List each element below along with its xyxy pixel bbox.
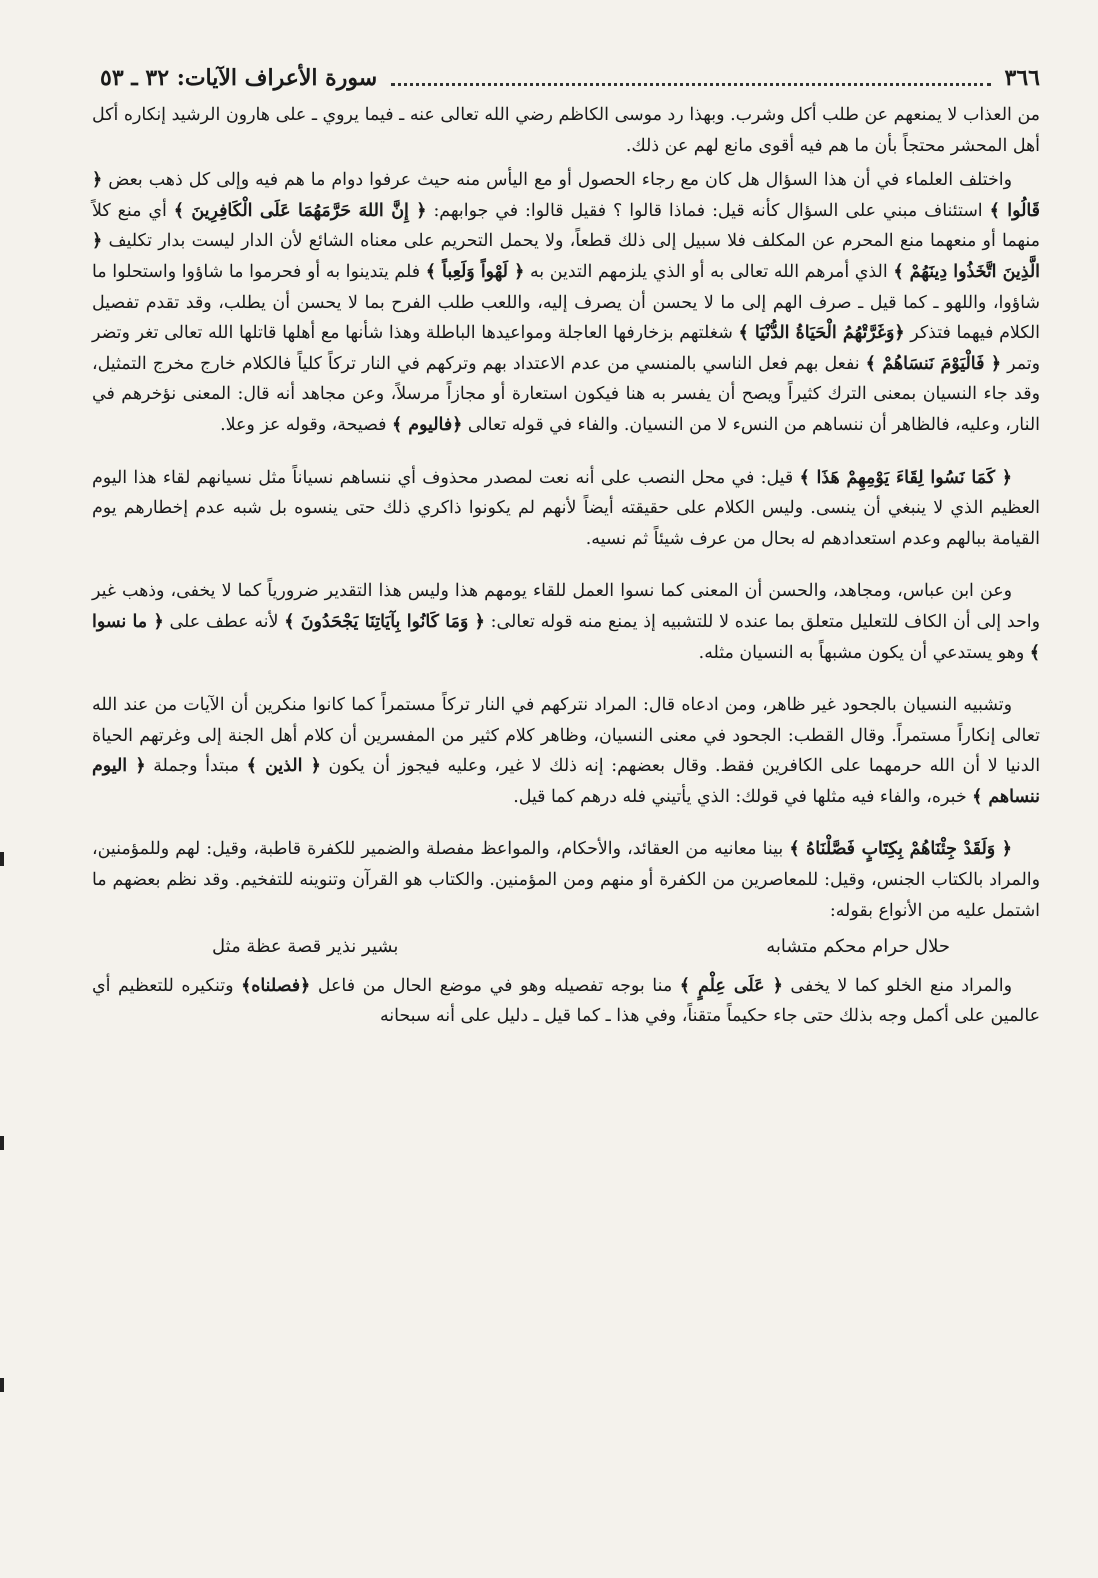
text-run: شغلتهم بزخارفها العاجلة ومواعيدها الباطلة وهذا شأنها مع أهلها قاتلها الله تعالى تغر وتضر وتمر [92,323,1040,374]
text-run: نفعل بهم فعل الناسي بالمنسي من عدم الاعتداد بهم وتركهم في النار تركاً كلياً فالكلام خارج مخرج التمثيل، وقد جاء النسيان بمعنى الترك كثيراً ويصح أن يفسر به هنا فيكون استعارة أو مجازاً مرسلاً، وعن مجاهد أنه قال: المعنى نؤخرهم في النار، وعليه، فالظاهر أن ننساهم من النسء لا من النسيان. والفاء في قوله تعالى [92,353,1040,435]
poem-verse [92,926,1040,971]
edge-mark [0,1136,4,1150]
quran-quote: ﴿ الذين ﴾ [246,756,321,777]
quran-quote: ﴿ ما نسوا ﴾ [92,611,1040,663]
quran-quote: ﴿ الَّذِينَ اتَّخَذُوا دِينَهُمْ ﴾ [92,231,1040,282]
text-run: وعن ابن عباس، ومجاهد، والحسن أن المعنى كما نسوا العمل للقاء يومهم هذا وليس هذا التقدير ضرورياً كما لا يخفى، وذهب غير واحد إلى أن الكاف للتعليل متعلق بما عنده لا للتشبيه إذ يمنع منه قوله تعالى: [92,581,1040,632]
quran-quote: ﴿ فَالْيَوْمَ نَنسَاهُمْ ﴾ [865,353,1002,374]
paragraph [92,834,1040,926]
quran-quote: ﴿ لَهْواً وَلَعِباً ﴾ [425,261,525,282]
paragraph [92,971,1040,1032]
quran-quote: ﴿ وَلَقَدْ جِئْنَاهُمْ بِكِتَابٍ فَصَّلْنَاهُ ﴾ [789,839,1012,860]
text-run: استئناف مبني على السؤال كأنه قيل: فماذا قالوا ؟ فقيل قالوا: في جوابهم: [426,200,990,221]
edge-mark [0,1378,4,1392]
text-run: خبره، والفاء فيه مثلها في قولك: الذي يأتيني فله درهم كما قيل. [513,786,973,807]
quran-quote: ﴿فاليوم ﴾ [392,414,463,435]
page-header [100,58,1040,98]
poem-hemistich-right: حلال حرام محكم متشابه [766,936,950,958]
text-run: الذي أمرهم الله تعالى به أو الذي يلزمهم التدين به [524,261,894,282]
text-run: فلم يتدينوا به أو فحرموا ما شاؤوا واستحلوا ما شاؤوا، واللهو ـ كما قيل ـ صرف الهم إلى ما لا يحسن أن يصرف إليه، واللعب طلب الفرح بما لا يحسن أن يطلب، وقد تقدم تفصيل الكلام فيهما فتذكر [92,261,1040,344]
text-run: أي منع كلاً منهما أو منعهما منع المحرم عن المكلف فلا سبيل إلى ذلك قطعاً، ولا يحمل التحريم على معناه الشائع لأن الدار ليست بدار تكليف [92,200,1040,252]
edge-mark [0,852,4,866]
quran-quote: ﴿فصلناه﴾ [241,975,311,996]
text-run: وتنكيره للتعظيم أي عالمين على أكمل وجه بذلك حتى جاء حكيماً متقناً، وفي هذا ـ كما قيل ـ دليل على أنه سبحانه [92,975,1040,1027]
text-run: مبتدأ وجملة [145,756,247,777]
paragraph [92,100,1040,161]
paragraph [92,576,1040,668]
quran-quote: ﴿ عَلَى عِلْمٍ ﴾ [679,975,783,996]
quran-quote: ﴿ اليوم ننساهم ﴾ [92,756,1040,807]
text-run: فصيحة، وقوله عز وعلا. [220,414,393,435]
page-body [92,100,1040,1032]
text-run: والمراد منع الخلو كما لا يخفى [782,975,1012,996]
text-run: قيل: في محل النصب على أنه نعت لمصدر محذوف أي ننساهم نسياناً مثل نسيانهم لقاء هذا اليوم العظيم الذي لا ينبغي أن ينسى. وليس الكلام على حقيقته أيضاً لأنهم لم يكونوا ذاكري ذلك حتى ينسوه بل شبه عدم إخطارهم يوم القيامة ببالهم وعدم استعدادهم له بحال من عرف شيئاً ثم نسيه. [92,467,1040,549]
text-run: من العذاب لا يمنعهم عن طلب أكل وشرب. وبهذا رد موسى الكاظم رضي الله تعالى عنه ـ فيما يروي ـ على هارون الرشيد إنكاره أكل أهل المحشر محتجاً بأن ما هم فيه أقوى مانع لهم عن ذلك. [92,105,1040,156]
text-run: واختلف العلماء في أن هذا السؤال هل كان مع رجاء الحصول أو مع اليأس منه حيث عرفوا دوام ما هم فيه وإلى كل ذهب بعض [102,170,1012,191]
paragraph [92,690,1040,812]
quran-quote: ﴿ كَمَا نَسُوا لِقَاءَ يَوْمِهِمْ هَذَا ﴾ [799,467,1012,488]
paragraph [92,463,1040,555]
quran-quote: ﴿ قَالُوا ﴾ [92,170,1040,221]
header-dotted-rule [391,83,990,86]
paragraph [92,165,1040,440]
text-run: وهو يستدعي أن يكون مشبهاً به النسيان مثله. [698,642,1030,663]
page-title: سورة الأعراف الآيات: ٣٢ ـ ٥٣ [100,65,378,91]
text-run: لأنه عطف على [163,611,285,632]
text-run: منا بوجه تفصيله وهو في موضع الحال من فاعل [310,975,680,996]
quran-quote: ﴿ وَمَا كَانُوا بِآيَاتِنَا يَجْحَدُونَ ﴾ [284,611,485,632]
poem-hemistich-left: بشير نذير قصة عظة مثل [212,936,399,958]
quran-quote: ﴿ إِنَّ اللهَ حَرَّمَهُمَا عَلَى الْكَافِرِينَ ﴾ [173,200,427,221]
text-run: وتشبيه النسيان بالجحود غير ظاهر، ومن ادعاه قال: المراد نتركهم في النار تركاً مستمراً كما كانوا منكرين أن الآيات من عند الله تعالى إنكاراً مستمراً. وقال القطب: الجحود في معنى النسيان، وظاهر كلام كثير من المفسرين أن كلام أهل الجنة إلى وغرتهم الحياة الدنيا لا أن الله حرمهما على الكافرين فقط. وقال بعضهم: إنه ذلك لا غير، وعليه فيجوز أن يكون [92,695,1041,777]
text-run: بينا معانيه من العقائد، والأحكام، والمواعظ مفصلة والضمير للكفرة قاطبة، وقيل: لهم وللمؤمنين، والمراد بالكتاب الجنس، وقيل: للمعاصرين من الكفرة أو منهم ومن المؤمنين. والكتاب هو القرآن وتنوينه للتفخيم. وقد نظم بعضهم ما اشتمل عليه من الأنواع بقوله: [92,839,1040,921]
page-number: ٣٦٦ [1004,65,1040,91]
quran-quote: ﴿وَغَرَّتْهُمُ الْحَيَاةُ الدُّنْيَا ﴾ [738,323,905,344]
